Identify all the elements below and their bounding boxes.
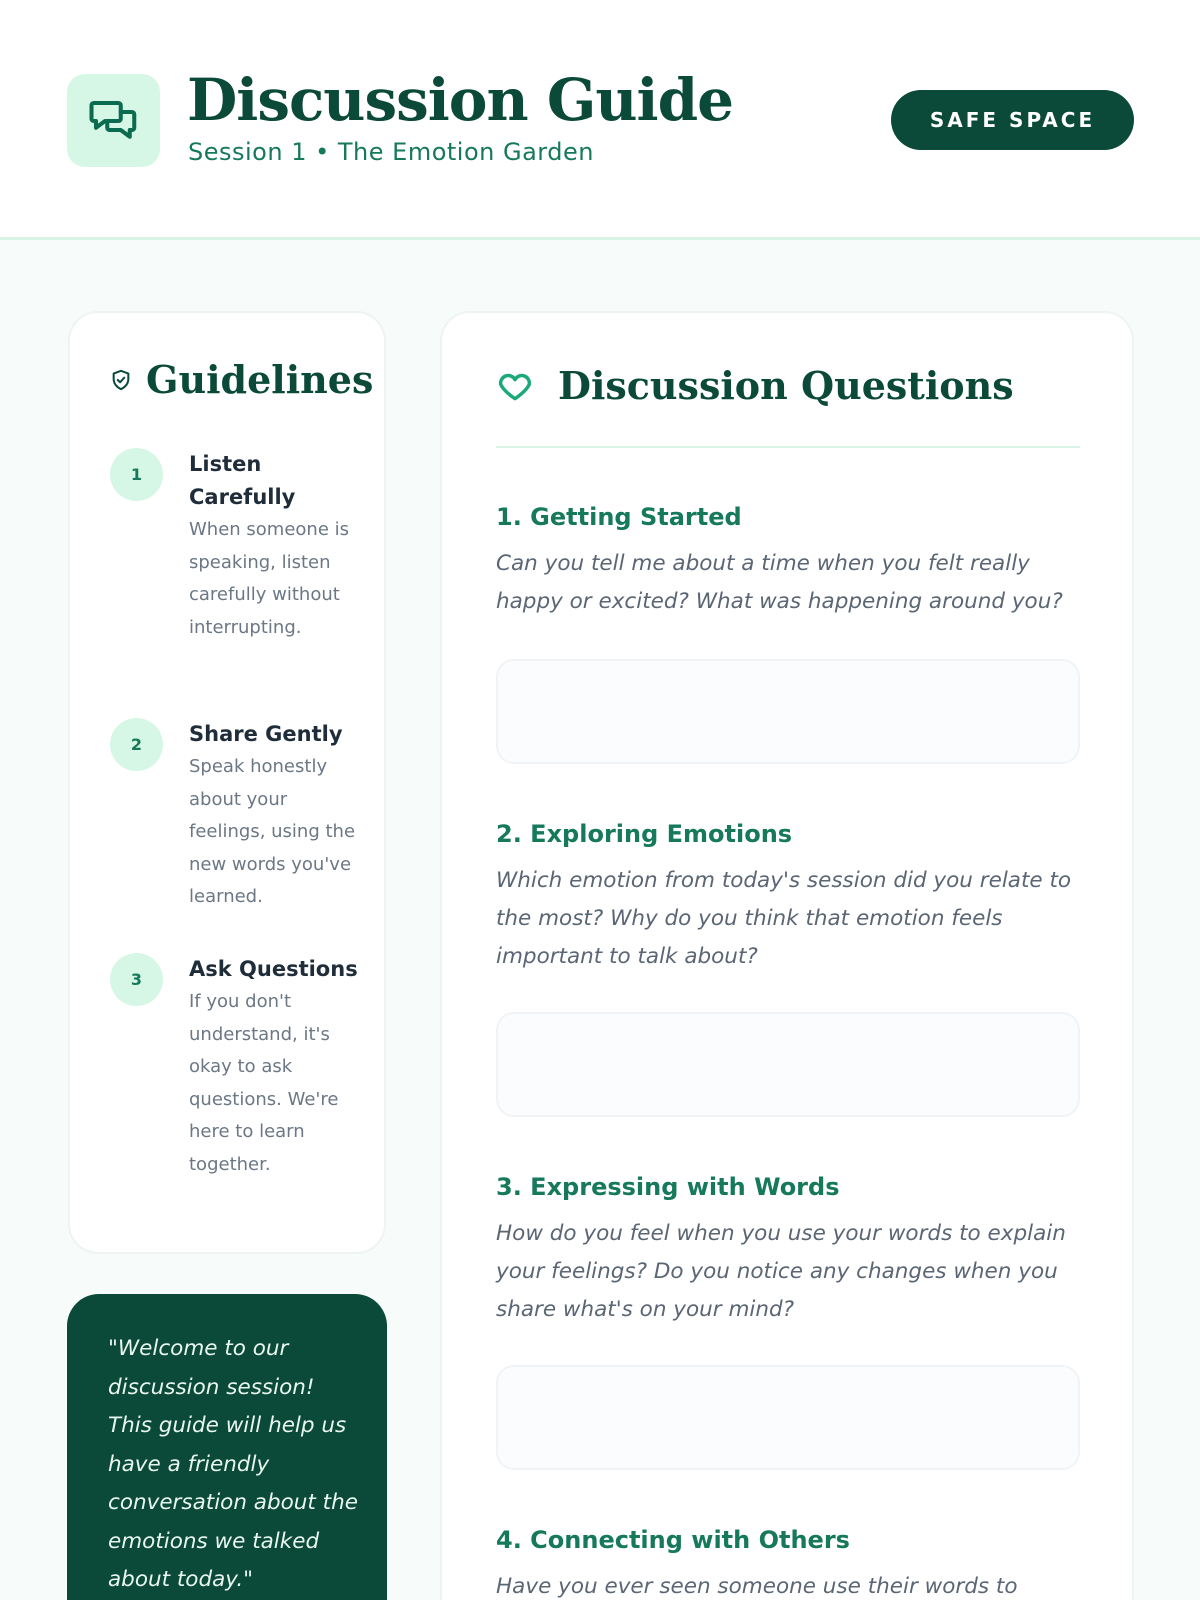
- guideline-title: Ask Questions: [189, 957, 358, 981]
- question-heading: 2. Exploring Emotions: [496, 820, 793, 848]
- answer-field[interactable]: [496, 1012, 1080, 1117]
- page-title: Discussion Guide: [187, 66, 734, 134]
- guideline-number: 1: [110, 448, 163, 501]
- answer-field[interactable]: [496, 1365, 1080, 1470]
- page-subtitle: Session 1 • The Emotion Garden: [188, 138, 594, 166]
- guideline-number: 3: [110, 953, 163, 1006]
- question-heading: 4. Connecting with Others: [496, 1526, 850, 1554]
- guideline-title: Listen Carefully: [189, 452, 296, 509]
- welcome-quote-card: [67, 1294, 387, 1600]
- guideline-description: If you don't understand, it's okay to ask questions. We're here to learn together.: [189, 991, 339, 1175]
- question-text: Have you ever seen someone use their words to: [496, 1574, 1018, 1599]
- question-item: [496, 1173, 1080, 1329]
- safe-space-badge: SAFE SPACE: [891, 90, 1134, 150]
- page-header: [0, 0, 1200, 240]
- chat-bubbles-icon: [87, 94, 141, 148]
- logo: [67, 74, 160, 167]
- guidelines-card: [68, 311, 386, 1254]
- guideline-description: When someone is speaking, listen carefully without interrupting.: [189, 519, 350, 638]
- question-text: Which emotion from today's session did you relate to the most? Why do you think that emotion feels important to talk about?: [496, 868, 1072, 969]
- guidelines-title: Guidelines: [146, 357, 374, 402]
- discussion-questions-card: [440, 311, 1134, 1600]
- guidelines-header: [110, 357, 373, 402]
- answer-field[interactable]: [496, 659, 1080, 764]
- heart-icon: [496, 367, 534, 405]
- question-text: Can you tell me about a time when you felt really happy or excited? What was happening around you?: [496, 551, 1063, 614]
- question-item: [496, 820, 1080, 976]
- questions-header: [496, 363, 1014, 408]
- question-item: [496, 503, 1080, 621]
- shield-check-icon: [110, 369, 132, 391]
- questions-title: Discussion Questions: [558, 363, 1014, 408]
- divider: [496, 446, 1080, 448]
- question-text: How do you feel when you use your words to explain your feelings? Do you notice any changes when you share what's on your mind?: [496, 1221, 1066, 1322]
- question-heading: 3. Expressing with Words: [496, 1173, 840, 1201]
- question-item: [496, 1526, 1080, 1600]
- question-heading: 1. Getting Started: [496, 503, 742, 531]
- welcome-quote: "Welcome to our discussion session! This guide will help us have a friendly conversation about the emotions we talked about today.": [108, 1336, 358, 1592]
- guideline-number: 2: [110, 718, 163, 771]
- guideline-description: Speak honestly about your feelings, using the new words you've learned.: [189, 756, 356, 907]
- guideline-title: Share Gently: [189, 722, 343, 746]
